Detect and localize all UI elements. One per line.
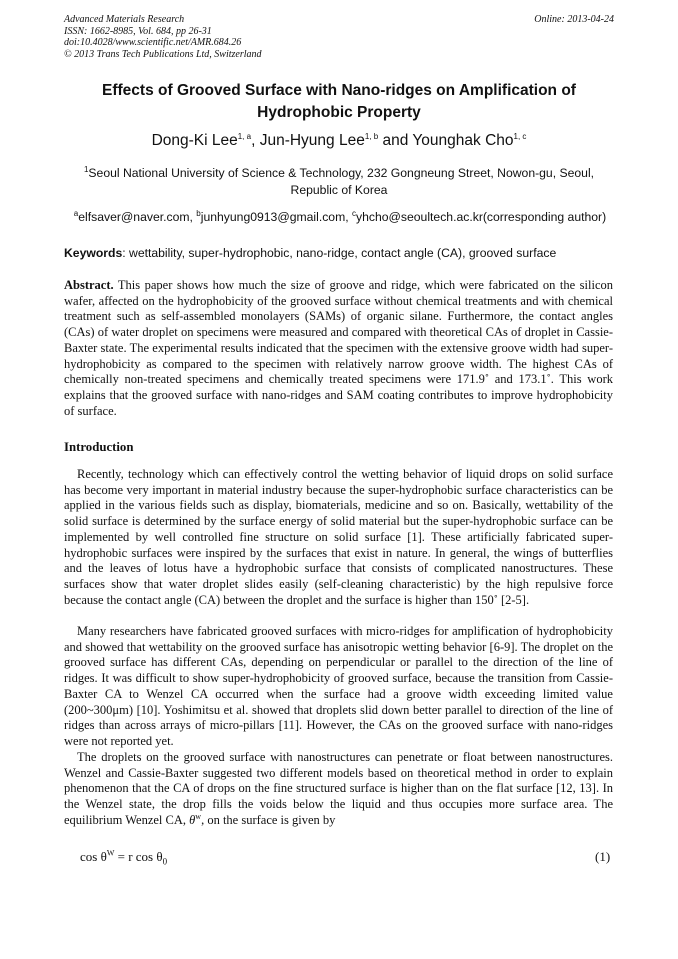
author-name: Jun-Hyung Lee bbox=[259, 132, 365, 149]
abstract-label: Abstract. bbox=[64, 278, 114, 292]
abstract bbox=[64, 278, 613, 419]
equation-lhs-sup: W bbox=[106, 848, 115, 858]
doi: doi:10.4028/www.scientific.net/AMR.684.26 bbox=[64, 37, 242, 48]
intro-p3-end: , on the surface is given by bbox=[201, 812, 336, 827]
author-name: Younghak Cho bbox=[412, 132, 514, 149]
paper-title: Effects of Grooved Surface with Nano-ridges on Amplification of Hydrophobic Property bbox=[102, 82, 576, 121]
email-sup: c bbox=[352, 208, 357, 218]
author-separator: , bbox=[251, 132, 260, 149]
email-list bbox=[60, 210, 620, 224]
email-sup: a bbox=[73, 208, 79, 218]
equation-lhs: cos θ bbox=[80, 849, 107, 864]
email-sup: b bbox=[196, 208, 201, 218]
section-heading: Introduction bbox=[64, 440, 134, 454]
intro-paragraph-1: Recently, technology which can effectively control the wetting behavior of liquid drops on solid surface has become very important in material industry because the super-hydrophobic surface characteristics can be applied in the various fields such as display, biomaterials, medicine and so on. Basically, wettability of the solid surface is determined by the surface energy of solid material but the super-hydrophobic surface can be implemented by well controlled fine structure on solid surface [1]. These artificially fabricated super-hydrophobic surfaces were inspired by the surfaces that exist in nature. In general, the wings of butterflies and the leaves of lotus have a hydrophobic surface that consists of complicated nanostructures. These surfaces show that water droplet slides easily (self-cleaning characteristic) by the high repulsive force because the contact angle (CA) between the droplet and the surface is higher than 150˚ [2-5]. bbox=[64, 467, 613, 607]
author-affil-sup: 1, c bbox=[513, 131, 527, 141]
email-address[interactable]: junhyung0913@gmail.com, bbox=[200, 210, 353, 224]
author-affil-sup: 1, b bbox=[364, 131, 379, 141]
author-list bbox=[40, 132, 638, 150]
intro-paragraph-2: Many researchers have fabricated grooved surfaces with micro-ridges for amplification of hydrophobicity and showed that wettability on the grooved surface has anisotropic wetting behavior [6-9]. The droplet on the grooved surface has different CAs, depending on perpendicular or parallel to the direction of the line of ridges. It was difficult to show super-hydrophobicity of grooved surface, because the transition from Cassie-Baxter CA to Wenzel CA occurred when the surface had a groove width exceeding limited value (200~300μm) [10]. Yoshimitsu et al. showed that droplets slid down better parallel to direction of the line of ridges than across arrays of micro-pillars [11]. However, the CAs on the grooved surface with nano-ridges were not reported yet. bbox=[64, 624, 613, 748]
journal-name: Advanced Materials Research bbox=[64, 14, 185, 25]
equation-rhs-sub: 0 bbox=[162, 856, 168, 867]
equation-number: (1) bbox=[595, 849, 611, 864]
equation-1 bbox=[80, 849, 167, 867]
affiliation-sup: 1 bbox=[83, 164, 89, 174]
author-separator: and bbox=[378, 132, 413, 149]
issn: ISSN: 1662-8985, Vol. 684, pp 26-31 bbox=[64, 25, 212, 37]
theta-symbol: θ bbox=[189, 812, 196, 827]
author-affil-sup: 1, a bbox=[237, 131, 252, 141]
equation-rhs: = r cos θ bbox=[114, 849, 163, 864]
abstract-text: This paper shows how much the size of groove and ridge, which were fabricated on the silicon wafer, affected on the hydrophobicity of the grooved surface without chemical treatments and with chemical treatment such as self-assembled monolayers (SAMs) of organic silane. Furthermore, the contact angles (CAs) of water droplet on specimens were measured and compared with theoretical CAs of droplet in Cassie-Baxter state. The experimental results indicated that the specimen with the extensive groove width had super-hydrophobicity as compared to the specimen with relatively narrow groove width. The highest CAs of chemically non-treated specimens and chemically treated specimens were 171.9˚ and 173.1˚. This work explains that the grooved surface with nano-ridges and SAM coating contributes to improve hydrophobicity of surface. bbox=[64, 278, 613, 418]
copyright: © 2013 Trans Tech Publications Ltd, Switzerland bbox=[64, 48, 262, 60]
journal-header bbox=[64, 14, 262, 60]
keywords-text: : wettability, super-hydrophobic, nano-ridge, contact angle (CA), grooved surface bbox=[122, 246, 557, 260]
online-date: Online: 2013-04-24 bbox=[534, 14, 614, 25]
keywords-label: Keywords bbox=[64, 246, 123, 260]
affiliation bbox=[70, 165, 608, 199]
intro-paragraph-3 bbox=[64, 750, 613, 829]
affiliation-text: Seoul National University of Science & Technology, 232 Gongneung Street, Nowon-gu, Seoul, Republic of Korea bbox=[88, 166, 595, 197]
theta-superscript: w bbox=[195, 811, 202, 821]
author-name: Dong-Ki Lee bbox=[151, 132, 238, 149]
intro-p3-text: The droplets on the grooved surface with nanostructures can penetrate or float between nanostructures. Wenzel and Cassie-Baxter suggested two different models based on theoretical method in order to explain phenomenon that the CA of drops on the fine structured surface is higher than on the flat surface [12, 13]. In the Wenzel state, the drop fills the voids below the liquid and thus occupies more surface area. The equilibrium Wenzel CA, bbox=[64, 750, 613, 827]
keywords bbox=[64, 246, 619, 260]
email-address[interactable]: yhcho@seoultech.ac.kr(corresponding author) bbox=[356, 210, 607, 224]
email-address[interactable]: elfsaver@naver.com, bbox=[78, 210, 197, 224]
